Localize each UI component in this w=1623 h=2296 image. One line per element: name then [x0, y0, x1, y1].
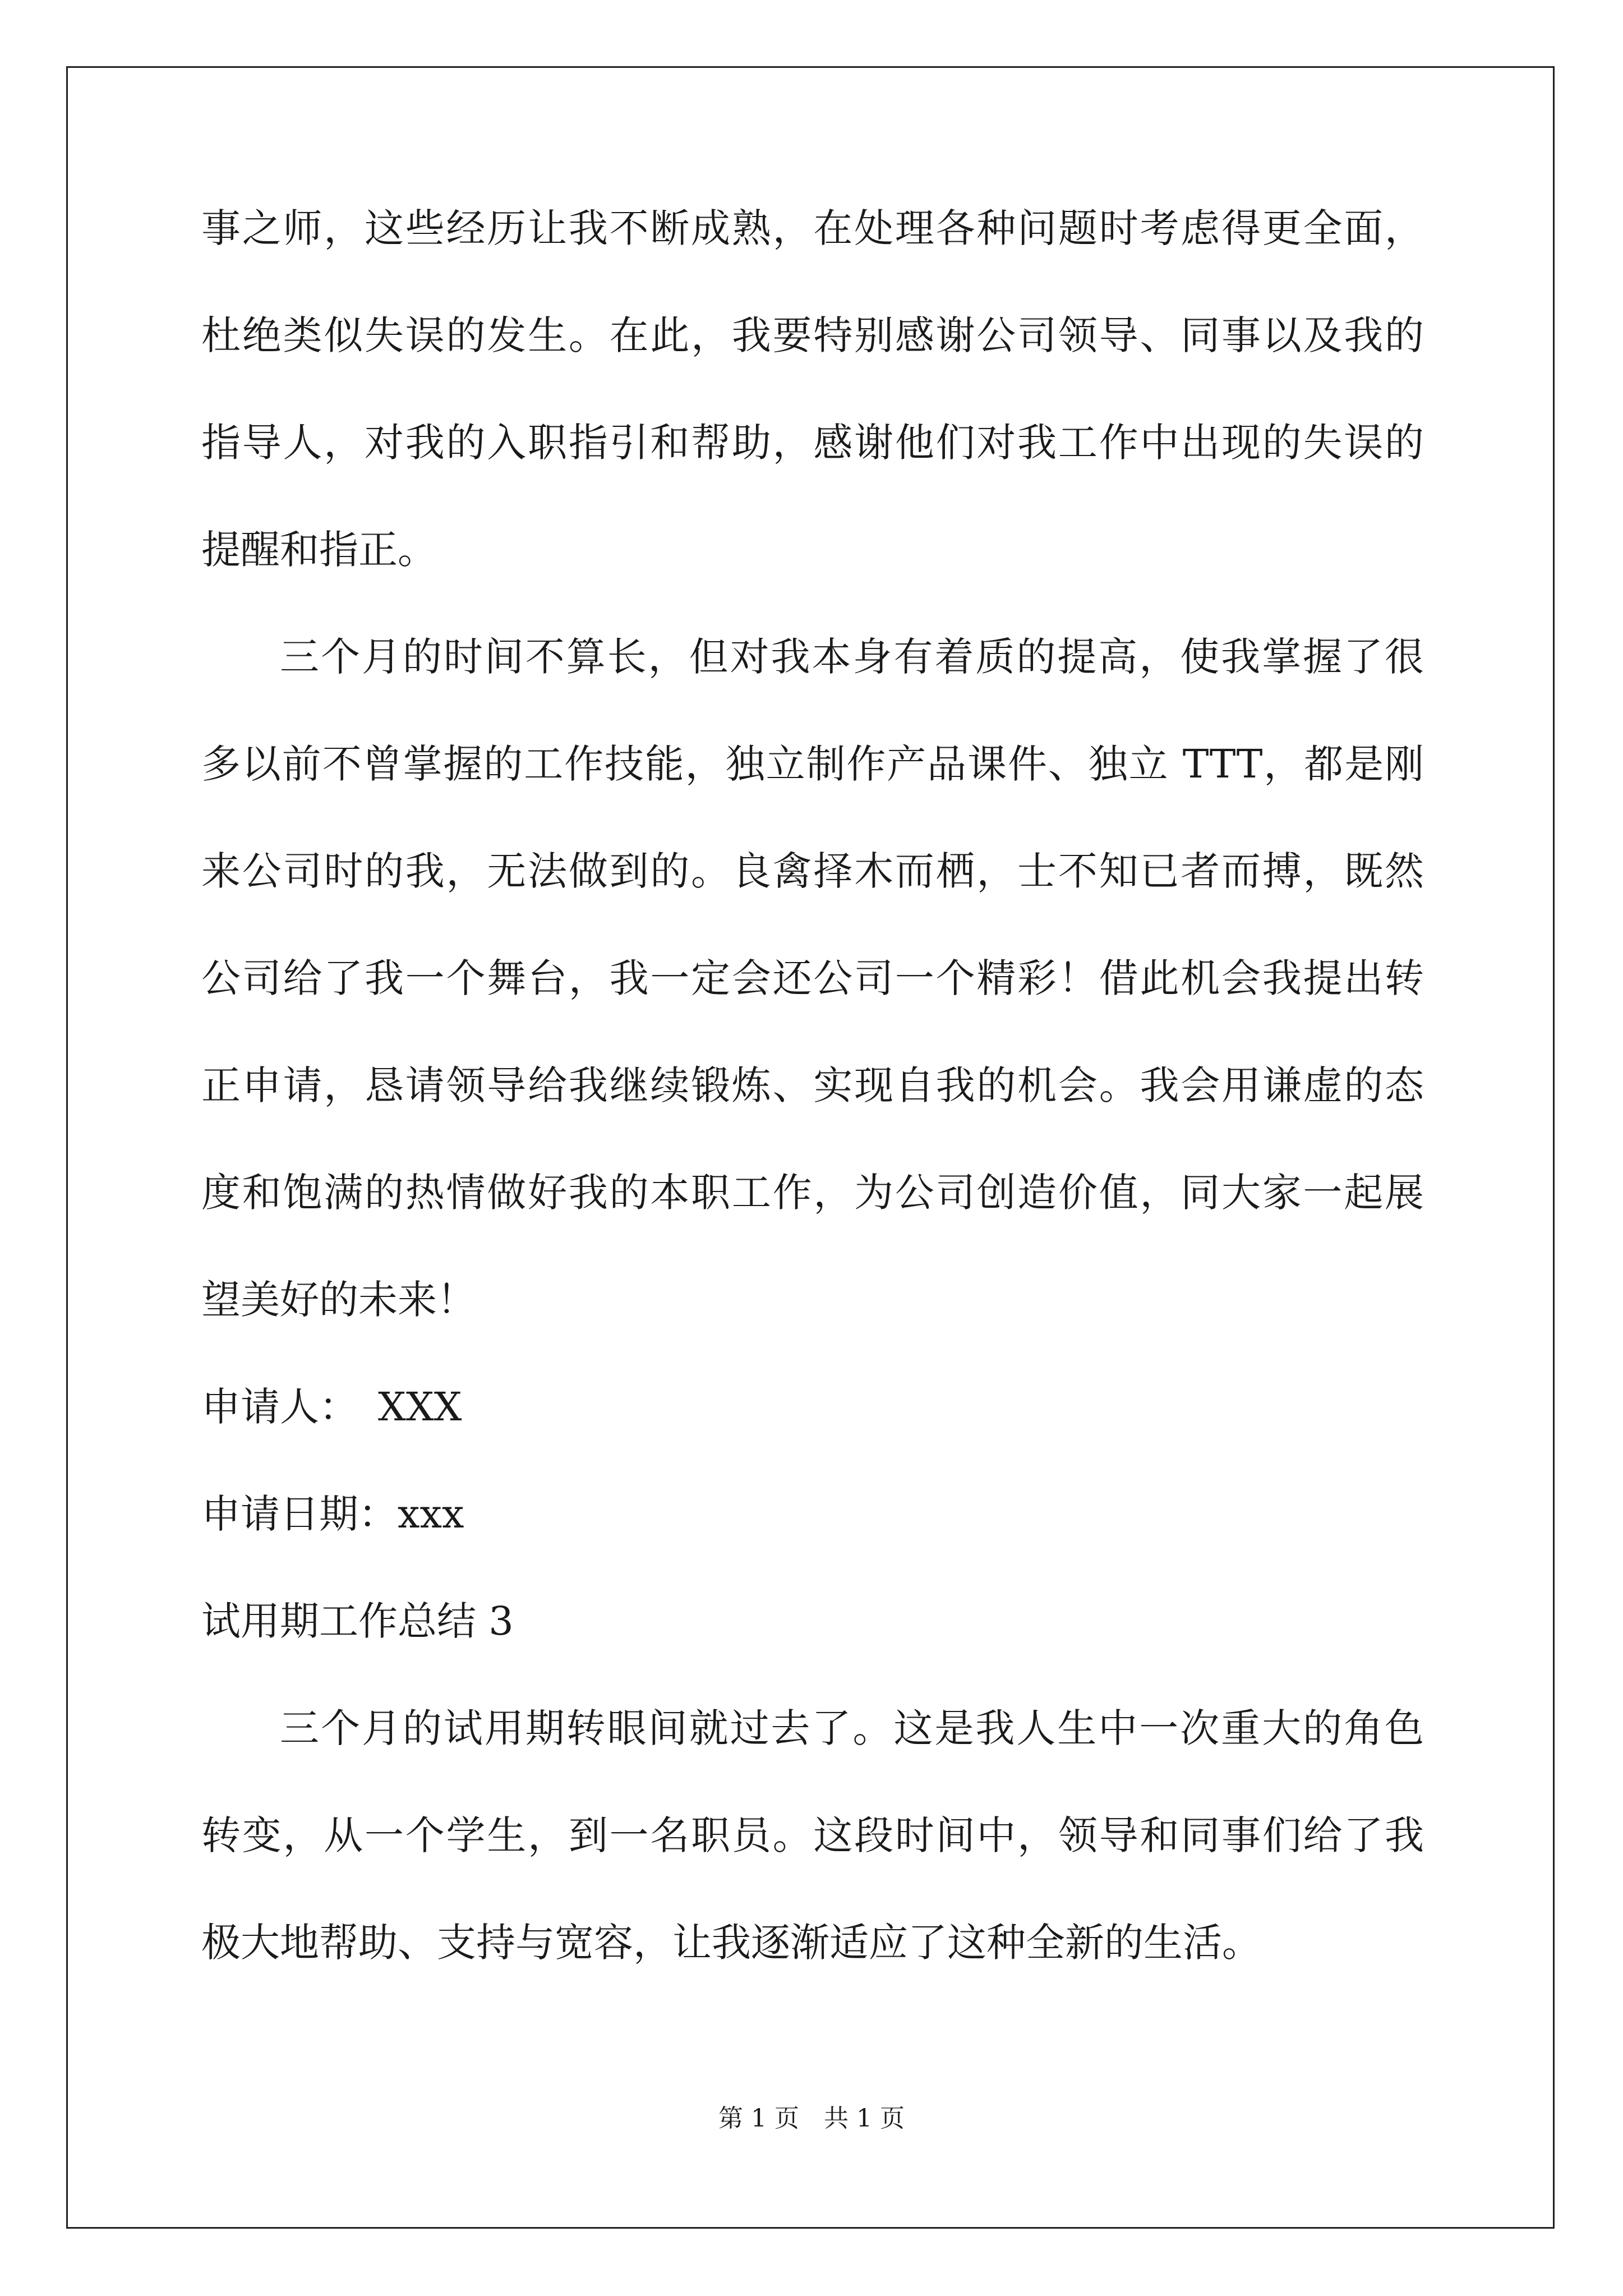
- paragraph-3-line-2: 转变，从一个学生，到一名职员。这段时间中，领导和同事们给了我: [201, 1812, 1424, 1858]
- body-line-2: 杜绝类似失误的发生。在此，我要特别感谢公司领导、同事以及我的: [201, 312, 1424, 358]
- application-date-line: 申请日期：xxx: [201, 1491, 464, 1537]
- section-heading: 试用期工作总结 3: [201, 1598, 514, 1644]
- paragraph-3-line-3: 极大地帮助、支持与宽容，让我逐渐适应了这种全新的生活。: [201, 1920, 1261, 1966]
- paragraph-2-line-4: 公司给了我一个舞台，我一定会还公司一个精彩！借此机会我提出转: [201, 955, 1424, 1001]
- paragraph-2-line-1: 三个月的时间不算长，但对我本身有着质的提高，使我掌握了很: [280, 634, 1424, 680]
- body-line-1: 事之师，这些经历让我不断成熟，在处理各种问题时考虑得更全面，: [201, 205, 1424, 251]
- paragraph-2-line-3: 来公司时的我，无法做到的。良禽择木而栖，士不知已者而搏，既然: [201, 848, 1424, 894]
- paragraph-3-line-1: 三个月的试用期转眼间就过去了。这是我人生中一次重大的角色: [280, 1705, 1424, 1751]
- page-number-footer: 第 1 页 共 1 页: [718, 2104, 905, 2133]
- body-line-3: 指导人，对我的入职指引和帮助，感谢他们对我工作中出现的失误的: [201, 420, 1424, 466]
- page-border: [66, 66, 1555, 2229]
- paragraph-2-line-7: 望美好的未来！: [201, 1277, 476, 1323]
- paragraph-2-line-2: 多以前不曾掌握的工作技能，独立制作产品课件、独立 TTT，都是刚: [201, 741, 1424, 787]
- paragraph-2-line-6: 度和饱满的热情做好我的本职工作，为公司创造价值，同大家一起展: [201, 1170, 1424, 1216]
- body-line-4: 提醒和指正。: [201, 527, 437, 573]
- applicant-line: 申请人： XXX: [201, 1384, 462, 1430]
- paragraph-2-line-5: 正申请，恳请领导给我继续锻炼、实现自我的机会。我会用谦虚的态: [201, 1062, 1424, 1108]
